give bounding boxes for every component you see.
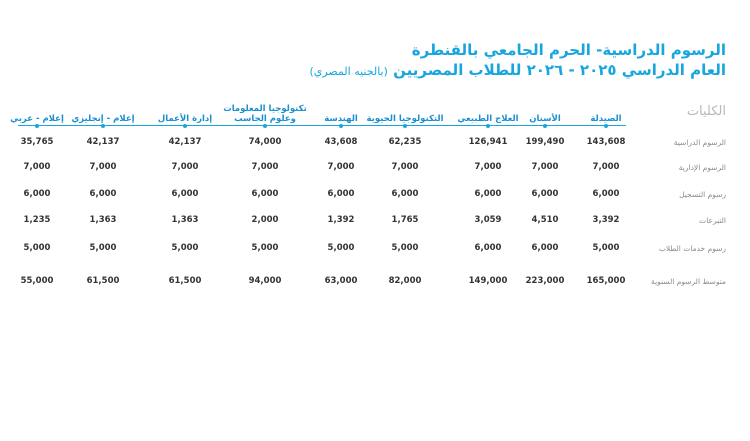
table-cell: 35,765 [20, 137, 54, 147]
table-cell: 165,000 [586, 276, 626, 286]
table-cell: 55,000 [20, 276, 54, 286]
table-cell: 7,000 [89, 162, 117, 172]
table-cell: 1,363 [89, 215, 117, 225]
table-cell: 61,500 [86, 276, 120, 286]
row-label: الرسوم الدراسية [673, 138, 726, 147]
row-label: التبرعات [699, 216, 726, 225]
table-cell: 6,000 [171, 189, 199, 199]
table-cell: 6,000 [327, 189, 355, 199]
table-cell: 6,000 [474, 189, 502, 199]
table-cell: 42,137 [168, 137, 202, 147]
table-cell: 5,000 [592, 243, 620, 253]
row-label: رسوم التسجيل [679, 190, 726, 199]
column-marker-dot [486, 124, 490, 128]
table-cell: 5,000 [171, 243, 199, 253]
table-cell: 1,363 [171, 215, 199, 225]
table-cell: 6,000 [89, 189, 117, 199]
table-cell: 42,137 [86, 137, 120, 147]
table-cell: 6,000 [531, 189, 559, 199]
table-cell: 143,608 [586, 137, 626, 147]
column-header: الهندسة [324, 114, 358, 124]
column-header: التكنولوجيا الحيوية [366, 114, 444, 124]
column-header-row [0, 96, 750, 132]
row-label: متوسط الرسوم السنوية [651, 277, 726, 286]
table-cell: 5,000 [23, 243, 51, 253]
column-header: العلاج الطبيعي [457, 114, 519, 124]
row-label: الرسوم الإدارية [678, 163, 726, 172]
table-cell: 6,000 [23, 189, 51, 199]
table-cell: 6,000 [391, 189, 419, 199]
column-marker-dot [339, 124, 343, 128]
column-marker-dot [183, 124, 187, 128]
currency-unit: (بالجنيه المصري) [309, 65, 388, 78]
table-cell: 7,000 [531, 162, 559, 172]
table-cell: 6,000 [592, 189, 620, 199]
table-cell: 7,000 [23, 162, 51, 172]
header-divider-line [18, 125, 626, 126]
table-cell: 223,000 [525, 276, 565, 286]
column-header: تكنولوجيا المعلومات وعلوم الحاسب [223, 104, 307, 124]
table-cell: 6,000 [474, 243, 502, 253]
table-cell: 6,000 [251, 189, 279, 199]
table-cell: 2,000 [251, 215, 279, 225]
column-header: الأسنان [529, 114, 561, 124]
table-cell: 1,765 [391, 215, 419, 225]
table-cell: 3,392 [592, 215, 620, 225]
table-cell: 1,235 [23, 215, 51, 225]
column-header: إعلام - إنجليزي [71, 114, 135, 124]
page-title [309, 40, 726, 82]
table-cell: 4,510 [531, 215, 559, 225]
table-cell: 74,000 [248, 137, 282, 147]
table-cell: 7,000 [171, 162, 199, 172]
table-cell: 126,941 [468, 137, 508, 147]
table-cell: 3,059 [474, 215, 502, 225]
row-label: رسوم خدمات الطلاب [658, 244, 726, 253]
table-cell: 7,000 [391, 162, 419, 172]
table-cell: 7,000 [251, 162, 279, 172]
table-cell: 62,235 [388, 137, 422, 147]
table-cell: 149,000 [468, 276, 508, 286]
table-cell: 5,000 [251, 243, 279, 253]
table-cell: 82,000 [388, 276, 422, 286]
column-header: إدارة الأعمال [157, 114, 213, 124]
table-cell: 63,000 [324, 276, 358, 286]
table-cell: 5,000 [391, 243, 419, 253]
colleges-label: الكليات [686, 104, 726, 119]
table-cell: 7,000 [592, 162, 620, 172]
table-cell: 61,500 [168, 276, 202, 286]
column-marker-dot [403, 124, 407, 128]
column-header: إعلام - عربي [10, 114, 64, 124]
table-cell: 1,392 [327, 215, 355, 225]
table-cell: 7,000 [327, 162, 355, 172]
table-cell: 7,000 [474, 162, 502, 172]
table-cell: 5,000 [89, 243, 117, 253]
table-cell: 94,000 [248, 276, 282, 286]
column-marker-dot [35, 124, 39, 128]
column-marker-dot [101, 124, 105, 128]
title-line-1: الرسوم الدراسية- الحرم الجامعي بالقنطرة [411, 41, 726, 59]
table-cell: 43,608 [324, 137, 358, 147]
column-marker-dot [263, 124, 267, 128]
title-year-line: العام الدراسي ٢٠٢٥ - ٢٠٢٦ للطلاب المصريين [393, 61, 726, 79]
table-cell: 5,000 [327, 243, 355, 253]
column-marker-dot [543, 124, 547, 128]
title-line-2 [309, 60, 726, 82]
table-cell: 199,490 [525, 137, 565, 147]
table-cell: 6,000 [531, 243, 559, 253]
column-header: الصيدلة [590, 114, 622, 124]
column-marker-dot [604, 124, 608, 128]
